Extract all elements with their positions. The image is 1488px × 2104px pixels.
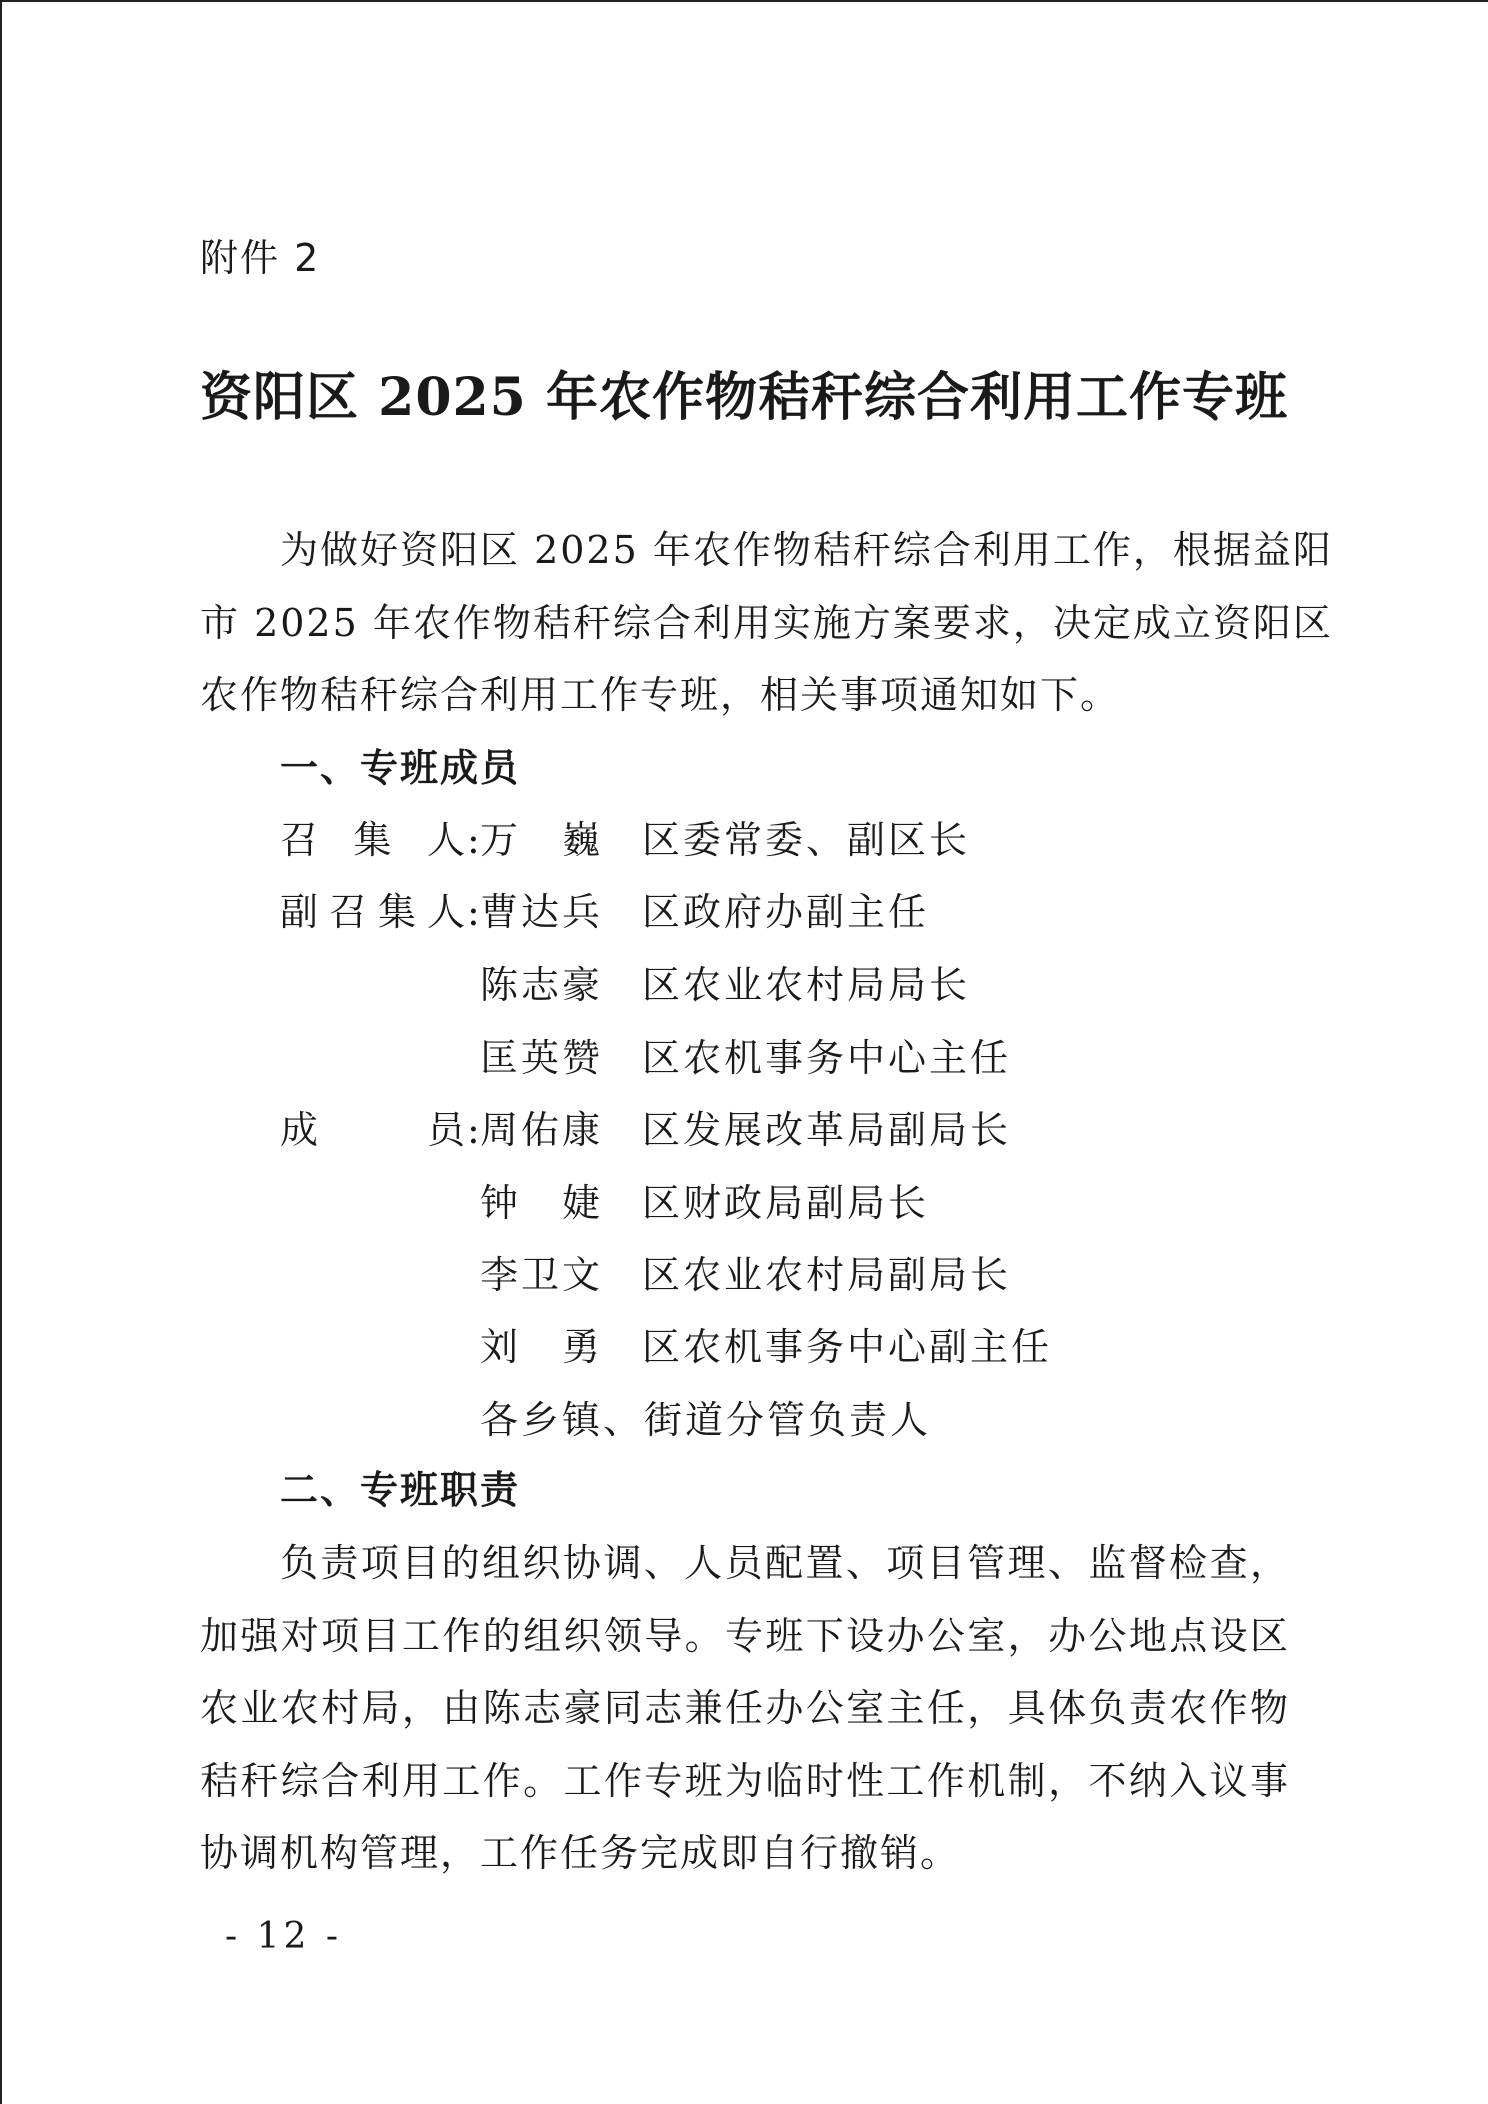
member-post: 区农机事务中心副主任: [642, 1325, 1053, 1369]
member-role: 成员: [280, 1108, 465, 1152]
section-heading-duties: 二、专班职责: [280, 1468, 521, 1512]
member-name: 曹达兵: [480, 890, 600, 934]
duty-line-3: 农业农村局，由陈志豪同志兼任办公室主任，具体负责农作物: [200, 1686, 1290, 1730]
member-post: 区委常委、副区长: [642, 818, 971, 862]
intro-line-3: 农作物秸秆综合利用工作专班，相关事项通知如下。: [200, 673, 1121, 717]
member-name: 陈志豪: [480, 963, 600, 1007]
section-heading-members: 一、专班成员: [280, 746, 521, 790]
member-name: 钟婕: [480, 1181, 600, 1225]
member-post: 区政府办副主任: [642, 890, 930, 934]
member-name: 周佑康: [480, 1108, 600, 1152]
duty-line-5: 协调机构管理，工作任务完成即自行撤销。: [200, 1831, 961, 1875]
member-post: 区农机事务中心主任: [642, 1036, 1012, 1080]
document-title: 资阳区 2025 年农作物秸秆综合利用工作专班: [200, 367, 1288, 428]
member-role: 副召集人: [280, 890, 465, 934]
member-name: 万巍: [480, 818, 600, 862]
member-post: 区发展改革局副局长: [642, 1108, 1012, 1152]
member-colon: :: [467, 1108, 480, 1152]
member-name: 李卫文: [480, 1253, 600, 1297]
duty-line-2: 加强对项目工作的组织领导。专班下设办公室，办公地点设区: [200, 1614, 1290, 1658]
duty-line-1: 负责项目的组织协调、人员配置、项目管理、监督检查，: [280, 1541, 1290, 1585]
member-role: 召集人: [280, 818, 465, 862]
member-name: 刘勇: [480, 1325, 600, 1369]
intro-line-1: 为做好资阳区 2025 年农作物秸秆综合利用工作，根据益阳: [280, 528, 1333, 572]
member-post: 区农业农村局副局长: [642, 1253, 1012, 1297]
member-post: 区财政局副局长: [642, 1181, 930, 1225]
attachment-label: 附件 2: [200, 236, 321, 280]
intro-line-2: 市 2025 年农作物秸秆综合利用实施方案要求，决定成立资阳区: [200, 601, 1333, 645]
member-colon: :: [467, 818, 480, 862]
page-number: - 12 -: [225, 1916, 343, 1957]
duty-line-4: 秸秆综合利用工作。工作专班为临时性工作机制，不纳入议事: [200, 1759, 1290, 1803]
page-top-border: [0, 0, 1488, 2]
page-left-border: [0, 0, 2, 2104]
member-name: 匡英赞: [480, 1036, 600, 1080]
member-post: 区农业农村局局长: [642, 963, 971, 1007]
member-colon: :: [467, 890, 480, 934]
member-extra: 各乡镇、街道分管负责人: [480, 1398, 932, 1442]
